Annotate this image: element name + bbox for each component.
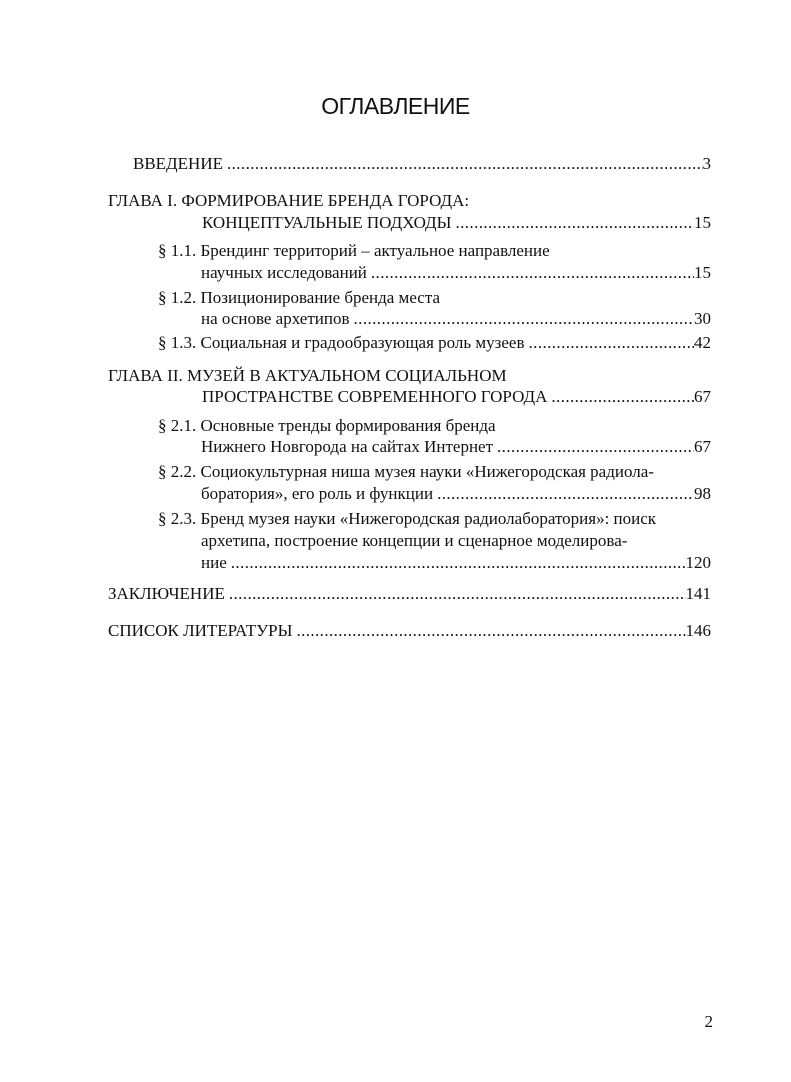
dot-leader	[367, 262, 694, 284]
toc-entry-section-2-3[interactable]	[158, 508, 711, 574]
toc-page-number: 146	[685, 621, 711, 640]
dot-leader	[547, 386, 694, 408]
toc-page-number: 42	[694, 333, 711, 352]
toc-entry-title: ВВЕДЕНИЕ	[133, 154, 223, 173]
toc-entry-title-cont: ние	[201, 553, 227, 572]
dot-leader	[292, 620, 685, 642]
toc-entry-section-1-3[interactable]	[158, 332, 711, 354]
toc-page-number: 67	[694, 437, 711, 456]
toc-entry-title-cont: архетипа, построение концепции и сценарное моделирова-	[201, 531, 628, 550]
toc-entry-title-cont: КОНЦЕПТУАЛЬНЫЕ ПОДХОДЫ	[202, 213, 452, 232]
dot-leader	[493, 436, 694, 458]
toc-entry-references[interactable]	[108, 620, 711, 642]
toc-entry-title: СПИСОК ЛИТЕРАТУРЫ	[108, 621, 293, 640]
toc-page-number: 15	[694, 213, 711, 232]
dot-leader	[525, 332, 694, 354]
dot-leader	[451, 212, 694, 234]
dot-leader	[223, 153, 703, 175]
page-title: ОГЛАВЛЕНИЕ	[321, 93, 470, 119]
toc-entry-title: § 1.2. Позиционирование бренда места	[158, 288, 441, 307]
toc-page-number: 3	[702, 154, 711, 173]
dot-leader	[350, 308, 694, 330]
toc-entry-title: ГЛАВА II. МУЗЕЙ В АКТУАЛЬНОМ СОЦИАЛЬНОМ	[108, 366, 507, 385]
toc-entry-chapter-2[interactable]	[108, 365, 711, 411]
toc-entry-conclusion[interactable]	[108, 583, 711, 605]
toc-page-number: 120	[685, 553, 711, 572]
toc-entry-title: § 2.1. Основные тренды формирования бренда	[158, 416, 496, 435]
toc-entry-title: § 1.3. Социальная и градообразующая роль музеев	[158, 333, 525, 352]
toc-page-number: 98	[694, 484, 711, 503]
toc-page-number: 67	[694, 387, 711, 406]
toc-entry-title-cont: ПРОСТРАНСТВЕ СОВРЕМЕННОГО ГОРОДА	[202, 387, 548, 406]
toc-page-number: 141	[685, 584, 711, 603]
toc-page-number: 15	[694, 263, 711, 282]
toc-entry-title-cont: Нижнего Новгорода на сайтах Интернет	[201, 437, 494, 456]
toc-entry-intro[interactable]	[133, 153, 711, 175]
toc-entry-section-2-2[interactable]	[158, 461, 711, 507]
dot-leader	[225, 583, 686, 605]
toc-entry-title-cont: научных исследований	[201, 263, 367, 282]
toc-entry-title-cont: боратория», его роль и функции	[201, 484, 434, 503]
toc-entry-chapter-1[interactable]	[108, 190, 711, 236]
dot-leader	[433, 483, 694, 505]
toc-entry-title-cont: на основе архетипов	[201, 309, 350, 328]
toc-entry-section-1-2[interactable]	[158, 287, 711, 333]
toc-entry-section-1-1[interactable]	[158, 240, 711, 286]
toc-entry-title: § 1.1. Брендинг территорий – актуальное направление	[158, 241, 550, 260]
toc-entry-title: § 2.3. Бренд музея науки «Нижегородская радиолаборатория»: поиск	[158, 509, 657, 528]
toc-entry-title: ГЛАВА I. ФОРМИРОВАНИЕ БРЕНДА ГОРОДА:	[108, 191, 470, 210]
toc-entry-title: ЗАКЛЮЧЕНИЕ	[108, 584, 225, 603]
page-number: 2	[704, 1012, 713, 1031]
dot-leader	[227, 552, 686, 574]
toc-page-number: 30	[694, 309, 711, 328]
toc-entry-title: § 2.2. Социокультурная ниша музея науки «Нижегородская радиола-	[158, 462, 654, 481]
toc-entry-section-2-1[interactable]	[158, 415, 711, 461]
